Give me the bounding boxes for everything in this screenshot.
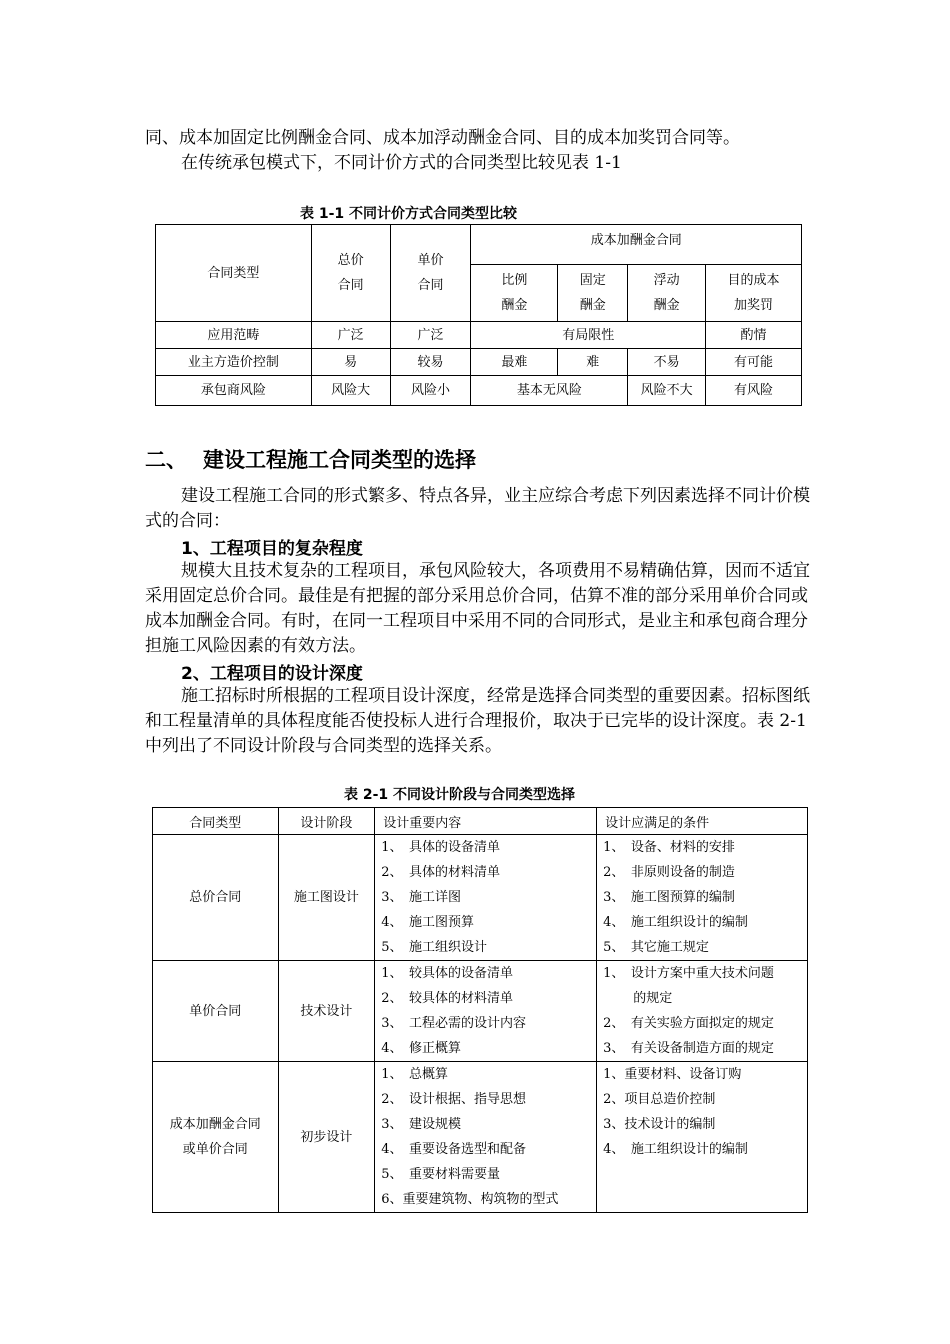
list-item: 5、 施工组织设计 (381, 940, 488, 955)
table1-row3-target: 有风险 (706, 376, 802, 406)
list-item: 1、 较具体的设备清单 (381, 966, 514, 981)
list-item: 4、 施工组织设计的编制 (603, 915, 748, 930)
table2-header-type: 合同类型 (153, 808, 279, 835)
table1-row1-target: 酌情 (706, 322, 802, 349)
table1-row2-label: 业主方造价控制 (156, 349, 312, 376)
table2-row1-type: 总价合同 (153, 835, 279, 961)
list-item: 3、 有关设备制造方面的规定 (603, 1041, 774, 1056)
list-item: 4、 施工图预算 (381, 915, 475, 930)
table1-sub-ratio: 比例 酬金 (471, 265, 558, 322)
table2-row3-stage: 初步设计 (278, 1062, 375, 1213)
table2-caption: 表 2-1 不同设计阶段与合同类型选择 (344, 787, 576, 803)
table2-row1-content (375, 835, 597, 961)
list-item: 1、 具体的设备清单 (381, 840, 501, 855)
table2-row3-content (375, 1062, 597, 1213)
list-item: 5、 其它施工规定 (603, 940, 709, 955)
list-item: 4、 修正概算 (381, 1041, 462, 1056)
table1-row3-total: 风险大 (311, 376, 390, 406)
table1-row2-float: 不易 (628, 349, 706, 376)
list-item: 3、 建设规模 (381, 1117, 462, 1132)
section-paragraph-2: 规模大且技术复杂的工程项目，承包风险较大，各项费用不易精确估算，因而不适宜采用固定总价合同。最佳是有把握的部分采用总价合同，估算不准的部分采用单价合同或成本加酬金合同。有时，在同一工程项目中采用不同的合同形式，是业主和承包商合理分担施工风险因素的有效方法。 (145, 561, 810, 656)
list-item: 3、 施工图预算的编制 (603, 890, 735, 905)
table1-row1-cost: 有局限性 (471, 322, 706, 349)
table1-row2-unit: 较易 (390, 349, 471, 376)
table1-row2-ratio: 最难 (471, 349, 558, 376)
section-title: 建设工程施工合同类型的选择 (203, 448, 476, 472)
list-item: 1、 设备、材料的安排 (603, 840, 735, 855)
list-item: 4、 施工组织设计的编制 (603, 1142, 748, 1157)
subheading-complexity: 1、工程项目的复杂程度 (181, 539, 363, 559)
list-item: 1、 设计方案中重大技术问题 (603, 966, 774, 981)
section-paragraph-1: 建设工程施工合同的形式繁多、特点各异，业主应综合考虑下列因素选择不同计价模式的合同： (145, 486, 810, 531)
list-item: 2、项目总造价控制 (603, 1092, 716, 1107)
table1-header-total: 总价 合同 (311, 225, 390, 322)
design-stage-contract-table (152, 807, 808, 1213)
section-paragraph-3: 施工招标时所根据的工程项目设计深度，经常是选择合同类型的重要因素。招标图纸和工程量清单的具体程度能否使投标人进行合理报价，取决于已完毕的设计深度。表 2-1 中列出了不同设计阶段与合同类型的选择关系。 (145, 686, 810, 756)
list-item: 3、技术设计的编制 (603, 1117, 716, 1132)
section-number: 二、 (145, 448, 187, 472)
intro-line-1: 同、成本加固定比例酬金合同、成本加浮动酬金合同、目的成本加奖罚合同等。 (145, 128, 740, 148)
intro-line-2: 在传统承包模式下，不同计价方式的合同类型比较见表 1-1 (181, 153, 622, 173)
table1-header-type: 合同类型 (156, 225, 312, 322)
list-item: 2、 有关实验方面拟定的规定 (603, 1016, 774, 1031)
table2-row1-stage: 施工图设计 (278, 835, 375, 961)
table1-sub-float: 浮动 酬金 (628, 265, 706, 322)
table1-row3-ratio-fixed: 基本无风险 (471, 376, 628, 406)
table1-row3-unit: 风险小 (390, 376, 471, 406)
list-item: 2、 设计根据、指导思想 (381, 1092, 527, 1107)
table1-row1-label: 应用范畴 (156, 322, 312, 349)
list-item: 2、 具体的材料清单 (381, 865, 501, 880)
table1-header-unit: 单价 合同 (390, 225, 471, 322)
table1-caption: 表 1-1 不同计价方式合同类型比较 (300, 206, 518, 222)
list-item: 2、 较具体的材料清单 (381, 991, 514, 1006)
table2-row2-conditions (597, 961, 808, 1062)
table1-header-cost-plus: 成本加酬金合同 (471, 225, 802, 265)
list-item: 1、 总概算 (381, 1067, 449, 1082)
table2-header-content: 设计重要内容 (375, 808, 597, 835)
table2-row2-type: 单价合同 (153, 961, 279, 1062)
section-heading (145, 444, 476, 474)
list-item: 6、重要建筑物、构筑物的型式 (381, 1192, 559, 1207)
table2-row1-conditions (597, 835, 808, 961)
list-item: 4、 重要设备选型和配备 (381, 1142, 527, 1157)
list-item: 3、 工程必需的设计内容 (381, 1016, 527, 1031)
table2-row2-stage: 技术设计 (278, 961, 375, 1062)
table2-row3-conditions (597, 1062, 808, 1213)
list-item: 2、 非原则设备的制造 (603, 865, 735, 880)
table2-row2-content (375, 961, 597, 1062)
subheading-design-depth: 2、工程项目的设计深度 (181, 664, 363, 684)
list-item: 1、重要材料、设备订购 (603, 1067, 742, 1082)
table2-header-conditions: 设计应满足的条件 (597, 808, 808, 835)
list-item: 的规定 (603, 991, 673, 1006)
table1-row3-float: 风险不大 (628, 376, 706, 406)
table1-row1-unit: 广泛 (390, 322, 471, 349)
contract-type-comparison-table (155, 224, 802, 406)
table1-row2-total: 易 (311, 349, 390, 376)
list-item: 3、 施工详图 (381, 890, 462, 905)
table1-sub-fixed: 固定 酬金 (558, 265, 628, 322)
list-item: 5、 重要材料需要量 (381, 1167, 501, 1182)
table2-header-stage: 设计阶段 (278, 808, 375, 835)
table2-row3-type: 成本加酬金合同 或单价合同 (153, 1062, 279, 1213)
table1-row2-fixed: 难 (558, 349, 628, 376)
table1-row1-total: 广泛 (311, 322, 390, 349)
table1-sub-target: 目的成本 加奖罚 (706, 265, 802, 322)
table1-row2-target: 有可能 (706, 349, 802, 376)
table1-row3-label: 承包商风险 (156, 376, 312, 406)
